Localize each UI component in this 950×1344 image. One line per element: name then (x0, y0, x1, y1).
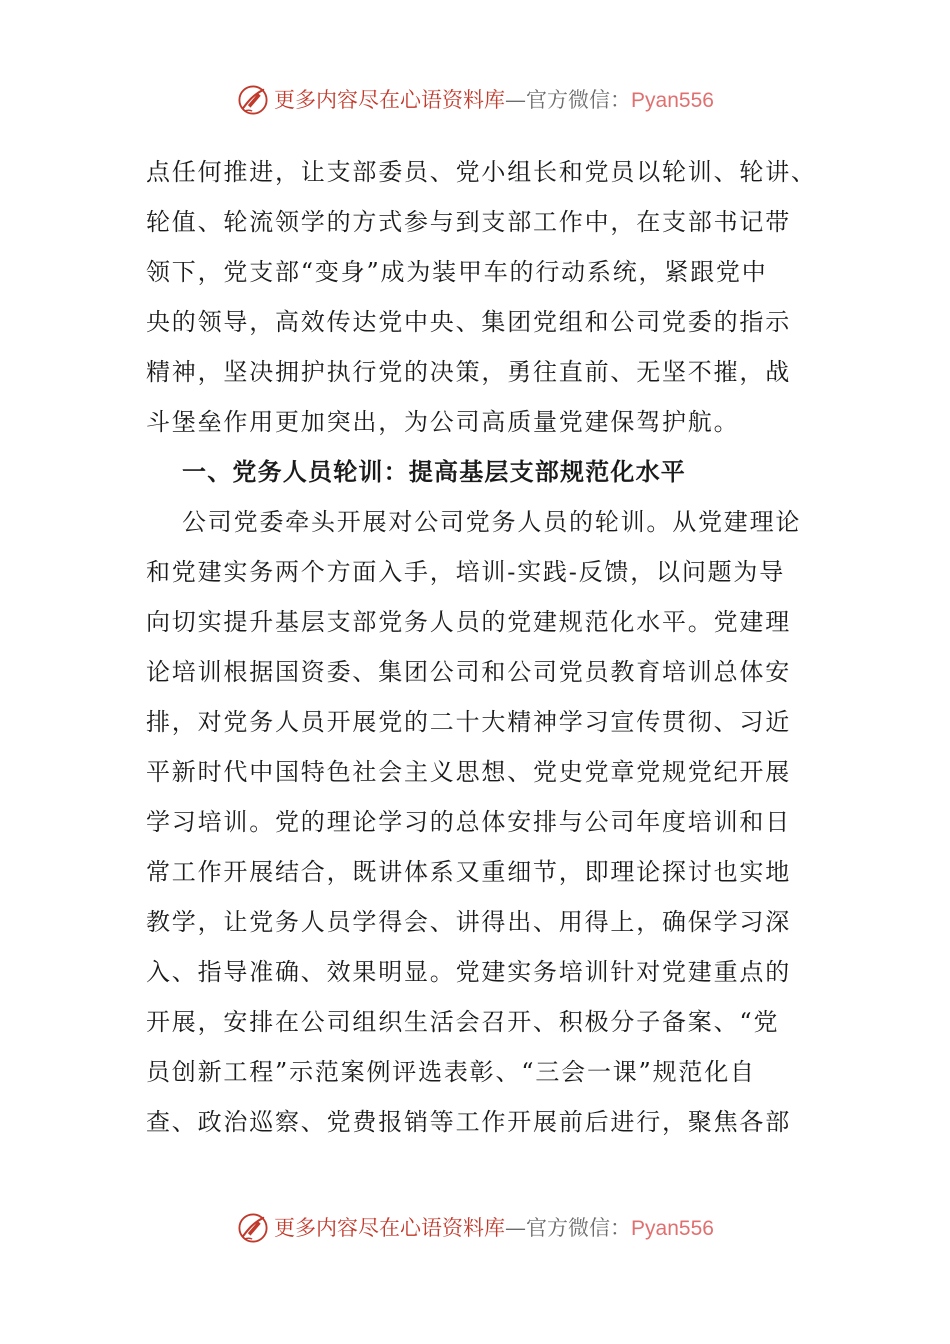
section-line: 常工作开展结合，既讲体系又重细节，即理论探讨也实地 (146, 858, 791, 886)
section-line: 向切实提升基层支部党务人员的党建规范化水平。党建理 (146, 608, 791, 636)
section-line: 和党建实务两个方面入手，培训-实践-反馈，以问题为导 (146, 558, 786, 586)
section-line: 排，对党务人员开展党的二十大精神学习宣传贯彻、习近 (146, 708, 791, 736)
body-line: 斗堡垒作用更加突出，为公司高质量党建保驾护航。 (146, 408, 740, 436)
section-heading: 一、党务人员轮训：提高基层支部规范化水平 (182, 457, 686, 486)
body-line: 点任何推进，让支部委员、党小组长和党员以轮训、轮讲、 (146, 158, 817, 186)
footer-banner (0, 1206, 950, 1250)
header-banner-main: 更多内容尽在心语资料库 (274, 87, 506, 112)
pen-logo-icon (236, 1211, 270, 1245)
document-body (146, 147, 817, 1147)
footer-banner-main: 更多内容尽在心语资料库 (274, 1215, 506, 1240)
section-line: 学习培训。党的理论学习的总体安排与公司年度培训和日 (146, 808, 791, 836)
body-line: 轮值、轮流领学的方式参与到支部工作中，在支部书记带 (146, 208, 791, 236)
header-banner (0, 78, 950, 122)
body-line: 央的领导，高效传达党中央、集团党组和公司党委的指示 (146, 308, 791, 336)
header-banner-official: 官方微信： (526, 87, 632, 112)
body-line: 领下，党支部“变身”成为装甲车的行动系统，紧跟党中 (146, 258, 768, 286)
section-line: 教学，让党务人员学得会、讲得出、用得上，确保学习深 (146, 908, 791, 936)
footer-banner-official: 官方微信： (526, 1215, 632, 1240)
section-line: 开展，安排在公司组织生活会召开、积极分子备案、“党 (146, 1008, 780, 1036)
pen-logo-icon (236, 83, 270, 117)
body-line: 精神，坚决拥护执行党的决策，勇往直前、无坚不摧，战 (146, 358, 791, 386)
section-line: 平新时代中国特色社会主义思想、党史党章党规党纪开展 (146, 758, 791, 786)
section-line: 查、政治巡察、党费报销等工作开展前后进行，聚焦各部 (146, 1108, 791, 1136)
header-banner-wechat-id: Pyan556 (631, 88, 714, 112)
section-line: 员创新工程”示范案例评选表彰、“三会一课”规范化自 (146, 1058, 756, 1086)
footer-banner-text (274, 1206, 714, 1251)
section-line: 公司党委牵头开展对公司党务人员的轮训。从党建理论 (182, 508, 802, 536)
section-line: 入、指导准确、效果明显。党建实务培训针对党建重点的 (146, 958, 791, 986)
header-banner-dash: — (505, 87, 527, 112)
section-line: 论培训根据国资委、集团公司和公司党员教育培训总体安 (146, 658, 791, 686)
footer-banner-dash: — (505, 1215, 527, 1240)
header-banner-text (274, 78, 714, 123)
footer-banner-wechat-id: Pyan556 (631, 1216, 714, 1240)
